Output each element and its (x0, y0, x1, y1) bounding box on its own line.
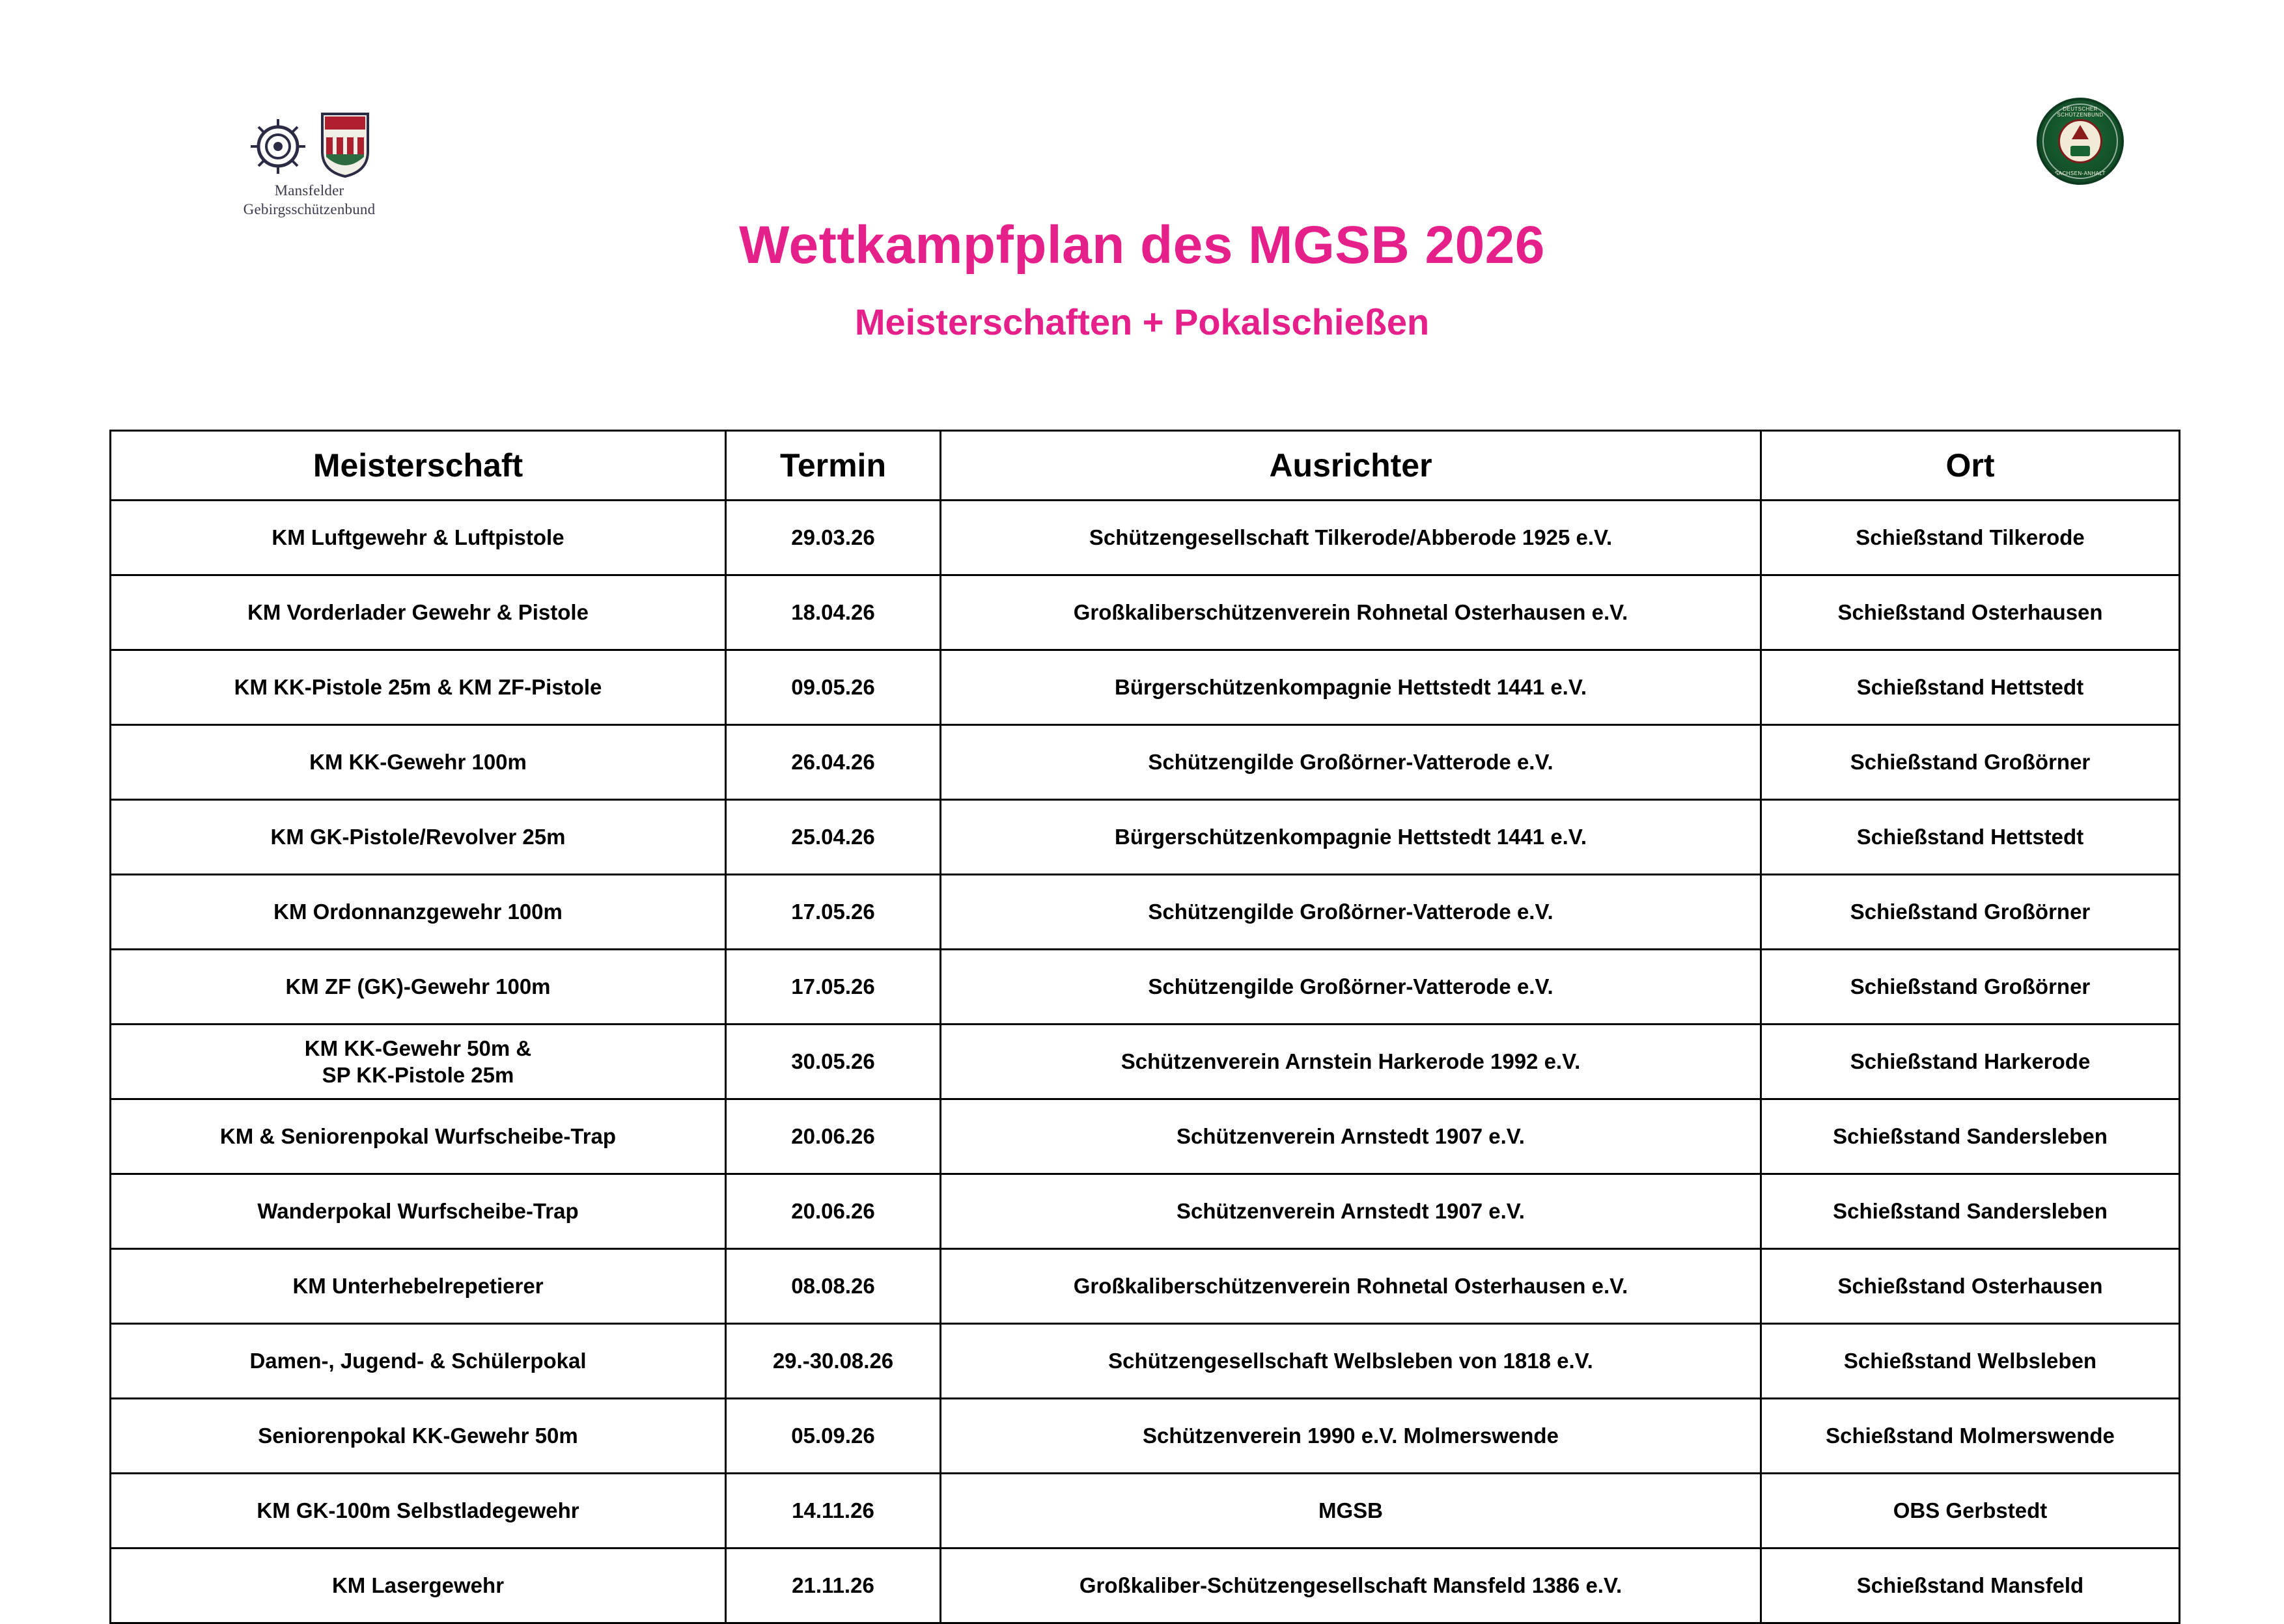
table-row (111, 501, 2180, 575)
emblem-ring-top-text: DEUTSCHER SCHÜTZENBUND (2057, 106, 2104, 118)
cell-discipline: KM & Seniorenpokal Wurfscheibe-Trap (111, 1099, 726, 1174)
cell-date: 21.11.26 (726, 1548, 941, 1623)
shield-icon (320, 111, 370, 179)
cell-host: Schützengilde Großörner-Vatterode e.V. (941, 950, 1761, 1025)
cell-discipline: KM Unterhebelrepetierer (111, 1249, 726, 1324)
table-row (111, 1249, 2180, 1324)
cell-date: 29.03.26 (726, 501, 941, 575)
table-row (111, 1548, 2180, 1623)
table-row (111, 800, 2180, 875)
table-body (111, 501, 2180, 1623)
table-row (111, 1174, 2180, 1249)
cell-location: Schießstand Hettstedt (1761, 650, 2180, 725)
mgsb-logo-caption-line2: Gebirgsschützenbund (243, 200, 376, 217)
cell-location: OBS Gerbstedt (1761, 1474, 2180, 1548)
cell-date: 18.04.26 (726, 575, 941, 650)
table-row (111, 875, 2180, 950)
schedule-table-container (109, 430, 2179, 1624)
cell-date: 20.06.26 (726, 1174, 941, 1249)
cell-location: Schießstand Molmerswende (1761, 1399, 2180, 1474)
cell-host: Großkaliber-Schützengesellschaft Mansfeld 1386 e.V. (941, 1548, 1761, 1623)
mgsb-logo-caption (221, 182, 397, 219)
cell-discipline: Wanderpokal Wurfscheibe-Trap (111, 1174, 726, 1249)
cell-host: Schützenverein 1990 e.V. Molmerswende (941, 1399, 1761, 1474)
emblem-ring-bottom-text: SACHSEN-ANHALT (2055, 171, 2106, 176)
schedule-table (109, 430, 2180, 1624)
cell-discipline: KM Ordonnanzgewehr 100m (111, 875, 726, 950)
cell-location: Schießstand Hettstedt (1761, 800, 2180, 875)
cell-discipline: KM Luftgewehr & Luftpistole (111, 501, 726, 575)
table-row (111, 1099, 2180, 1174)
cell-discipline: Damen-, Jugend- & Schülerpokal (111, 1324, 726, 1399)
cell-host: Bürgerschützenkompagnie Hettstedt 1441 e.V. (941, 650, 1761, 725)
cell-host: Schützenverein Arnstedt 1907 e.V. (941, 1099, 1761, 1174)
cell-date: 29.-30.08.26 (726, 1324, 941, 1399)
page-title: Wettkampfplan des MGSB 2026 (739, 215, 1545, 275)
cell-date: 05.09.26 (726, 1399, 941, 1474)
column-header-date: Termin (726, 431, 941, 501)
cell-location: Schießstand Welbsleben (1761, 1324, 2180, 1399)
cell-discipline: KM ZF (GK)-Gewehr 100m (111, 950, 726, 1025)
table-header-row (111, 431, 2180, 501)
cell-host: Großkaliberschützenverein Rohnetal Osterhausen e.V. (941, 1249, 1761, 1324)
table-row (111, 650, 2180, 725)
emblem-center-badge (2058, 119, 2102, 163)
cell-date: 14.11.26 (726, 1474, 941, 1548)
cell-date: 30.05.26 (726, 1025, 941, 1099)
cell-host: Schützengesellschaft Welbsleben von 1818 e.V. (941, 1324, 1761, 1399)
cell-date: 17.05.26 (726, 950, 941, 1025)
cell-location: Schießstand Osterhausen (1761, 1249, 2180, 1324)
cell-discipline: KM GK-100m Selbstladegewehr (111, 1474, 726, 1548)
cell-discipline: KM Vorderlader Gewehr & Pistole (111, 575, 726, 650)
cell-location: Schießstand Sandersleben (1761, 1099, 2180, 1174)
cell-host: Schützenverein Arnstedt 1907 e.V. (941, 1174, 1761, 1249)
table-row (111, 575, 2180, 650)
cell-discipline: KM KK-Gewehr 50m & SP KK-Pistole 25m (111, 1025, 726, 1099)
mgsb-logo-marks (221, 81, 397, 179)
cell-host: MGSB (941, 1474, 1761, 1548)
cell-date: 25.04.26 (726, 800, 941, 875)
page-subtitle: Meisterschaften + Pokalschießen (854, 301, 1430, 342)
cell-location: Schießstand Sandersleben (1761, 1174, 2180, 1249)
table-row (111, 1399, 2180, 1474)
cell-discipline: KM Lasergewehr (111, 1548, 726, 1623)
cell-date: 09.05.26 (726, 650, 941, 725)
cell-location: Schießstand Großörner (1761, 950, 2180, 1025)
cell-location: Schießstand Großörner (1761, 875, 2180, 950)
cell-host: Großkaliberschützenverein Rohnetal Osterhausen e.V. (941, 575, 1761, 650)
cell-date: 26.04.26 (726, 725, 941, 800)
table-row (111, 1324, 2180, 1399)
mgsb-logo (221, 81, 397, 225)
column-header-location: Ort (1761, 431, 2180, 501)
cell-discipline: KM KK-Gewehr 100m (111, 725, 726, 800)
table-row (111, 725, 2180, 800)
column-header-host: Ausrichter (941, 431, 1761, 501)
table-row (111, 950, 2180, 1025)
table-row (111, 1025, 2180, 1099)
cell-location: Schießstand Osterhausen (1761, 575, 2180, 650)
cell-location: Schießstand Harkerode (1761, 1025, 2180, 1099)
dsb-logo (2037, 98, 2121, 182)
table-row (111, 1474, 2180, 1548)
cell-discipline: KM GK-Pistole/Revolver 25m (111, 800, 726, 875)
cell-host: Schützengesellschaft Tilkerode/Abberode 1925 e.V. (941, 501, 1761, 575)
cell-discipline: KM KK-Pistole 25m & KM ZF-Pistole (111, 650, 726, 725)
cell-location: Schießstand Tilkerode (1761, 501, 2180, 575)
mgsb-logo-caption-line1: Mansfelder (274, 182, 344, 199)
cell-host: Schützenverein Arnstein Harkerode 1992 e.V. (941, 1025, 1761, 1099)
dsb-emblem-icon (2037, 98, 2124, 185)
column-header-discipline: Meisterschaft (111, 431, 726, 501)
cell-date: 08.08.26 (726, 1249, 941, 1324)
cell-discipline: Seniorenpokal KK-Gewehr 50m (111, 1399, 726, 1474)
wreath-icon (248, 114, 308, 179)
cell-date: 17.05.26 (726, 875, 941, 950)
cell-date: 20.06.26 (726, 1099, 941, 1174)
cell-host: Schützengilde Großörner-Vatterode e.V. (941, 875, 1761, 950)
cell-host: Schützengilde Großörner-Vatterode e.V. (941, 725, 1761, 800)
cell-host: Bürgerschützenkompagnie Hettstedt 1441 e.V. (941, 800, 1761, 875)
cell-location: Schießstand Großörner (1761, 725, 2180, 800)
cell-location: Schießstand Mansfeld (1761, 1548, 2180, 1623)
